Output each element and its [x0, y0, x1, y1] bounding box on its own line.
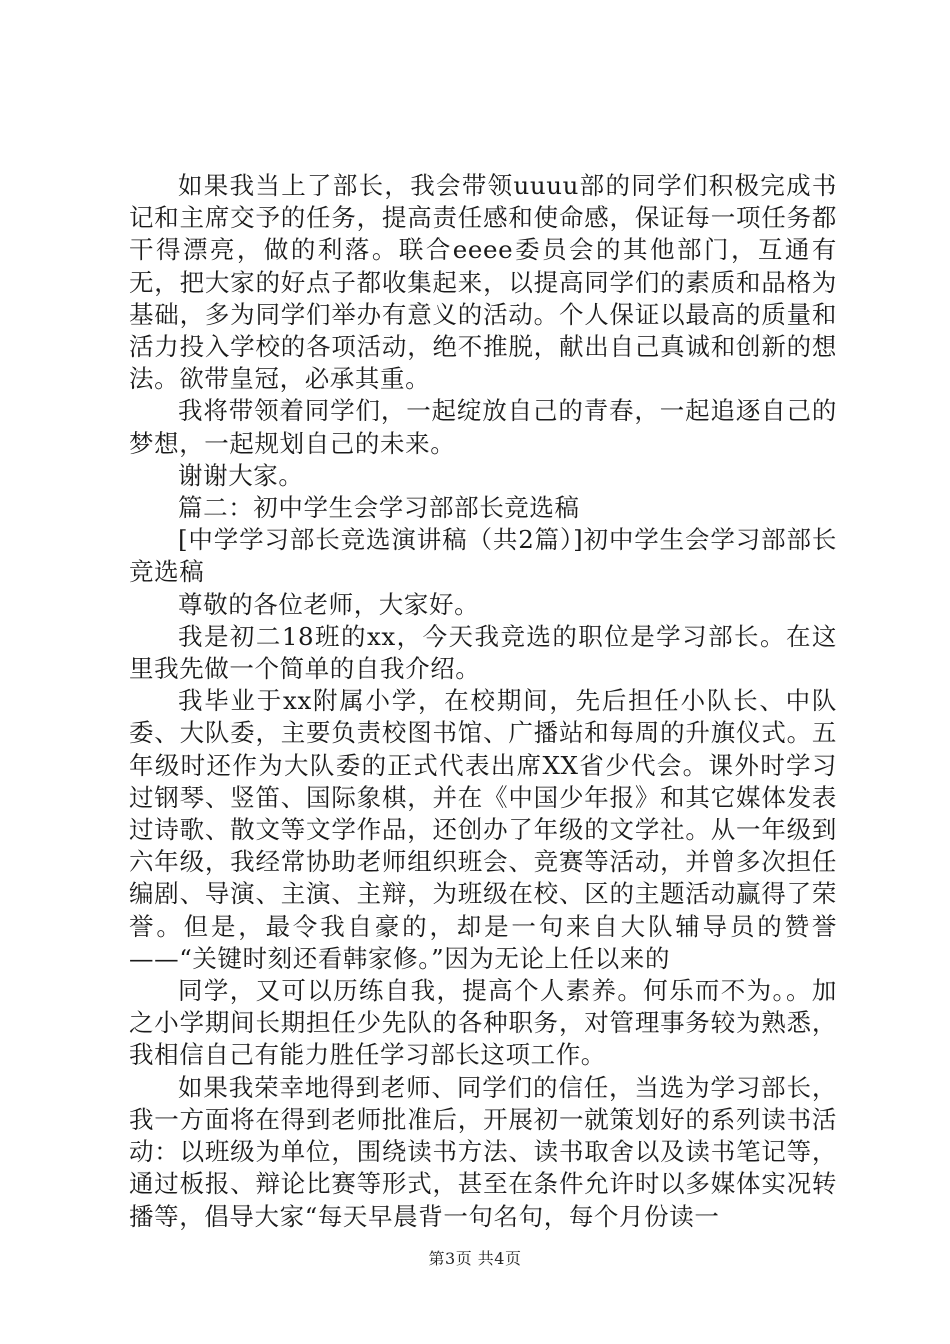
paragraph-continuation: 同学，又可以历练自我，提高个人素养。何乐而不为。。加之小学期间长期担任少先队的各种职务，对管理事务较为熟悉，我相信自己有能力胜任学习部长这项工作。	[129, 976, 837, 1070]
paragraph-2: 我将带领着同学们，一起绽放自己的青春，一起追逐自己的梦想，一起规划自己的未来。	[129, 396, 837, 458]
section-heading: 篇二：初中学生会学习部部长竞选稿	[178, 493, 580, 523]
paragraph-background: 我毕业于xx附属小学，在校期间，先后担任小队长、中队委、大队委，主要负责校图书馆、广播站和每周的升旗仪式。五年级时还作为大队委的正式代表出席XX省少代会。课外时学习过钢琴、竖笛、国际象棋，并在《中国少年报》和其它媒体发表过诗歌、散文等文学作品，还创办了年级的文学社。从一年级到六年级，我经常协助老师组织班会、竞赛等活动，并曾多次担任编剧、导演、主演、主辩，为班级在校、区的主题活动赢得了荣誉。但是，最令我自豪的，却是一句来自大队辅导员的赞誉——“关键时刻还看韩家修。”因为无论上任以来的	[129, 686, 837, 973]
page-number-footer: 第3页 共4页	[428, 1249, 522, 1268]
paragraph-title: [中学学习部长竞选演讲稿（共2篇）]初中学生会学习部部长竞选稿	[129, 525, 837, 587]
paragraph-plan: 如果我荣幸地得到老师、同学们的信任，当选为学习部长，我一方面将在得到老师批准后，开展初一就策划好的系列读书活动：以班级为单位，围绕读书方法、读书取舍以及读书笔记等，通过板报、辩论比赛等形式，甚至在条件允许时以多媒体实况转播等，倡导大家“每天早晨背一句名句，每个月份读一	[129, 1072, 837, 1231]
greeting: 尊敬的各位老师，大家好。	[178, 589, 480, 619]
paragraph-intro: 我是初二18班的xx，今天我竞选的职位是学习部长。在这里我先做一个简单的自我介绍。	[129, 621, 837, 684]
paragraph-1: 如果我当上了部长，我会带领uuuu部的同学们积极完成书记和主席交予的任务，提高责任感和使命感，保证每一项任务都干得漂亮，做的利落。联合eeee委员会的其他部门，互通有无，把大家的好点子都收集起来，以提高同学们的素质和品格为基础，多为同学们举办有意义的活动。个人保证以最高的质量和活力投入学校的各项活动，绝不推脱，献出自己真诚和创新的想法。欲带皇冠，必承其重。	[129, 171, 837, 394]
document-body	[129, 170, 837, 1233]
paragraph-3: 谢谢大家。	[178, 460, 304, 490]
